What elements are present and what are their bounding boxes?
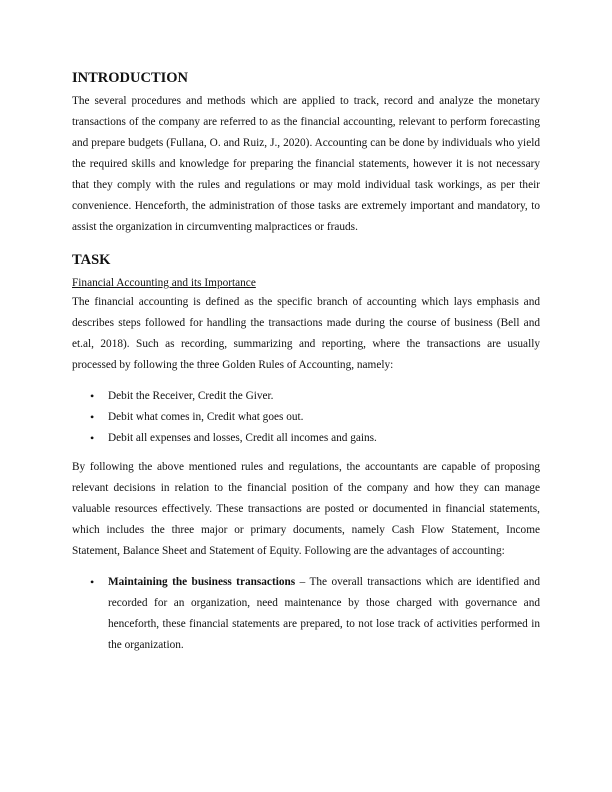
list-item: • Debit the Receiver, Credit the Giver. (90, 386, 540, 407)
list-item (90, 572, 540, 656)
advantage-title: Maintaining the business transactions (108, 576, 296, 588)
advantages-list (72, 572, 540, 656)
list-item: • Debit all expenses and losses, Credit all incomes and gains. (90, 428, 540, 449)
task-paragraph-1: The financial accounting is defined as the specific branch of accounting which lays emphasis and describes steps followed for handling the transactions made during the course of business (Bell and et.al, 2018). Such as recording, summarizing and reporting, where the transactions are usually processed by following the three Golden Rules of Accounting, namely: (72, 296, 540, 371)
introduction-paragraph: The several procedures and methods which are applied to track, record and analyze the monetary transactions of the company are referred to as the financial accounting, relevant to perform forecasting and prepare budgets (Fullana, O. and Ruiz, J., 2020). Accounting can be done by individuals who yield the required skills and knowledge for preparing the financial statements, however it is not necessary that they comply with the rules and regulations or may mold individual task workings, as per their convenience. Henceforth, the administration of those tasks are extremely important and mandatory, to assist the organization in circumventing malpractices or frauds. (72, 95, 540, 233)
list-item: • Debit what comes in, Credit what goes out. (90, 407, 540, 428)
task-paragraph-2: By following the above mentioned rules and regulations, the accountants are capable of proposing relevant decisions in relation to the financial position of the company and how they can manage valuable resources effectively. These transactions are posted or documented in financial statements, which includes the three major or primary documents, namely Cash Flow Statement, Income Statement, Balance Sheet and Statement of Equity. Following are the advantages of accounting: (72, 461, 540, 557)
advantage-text: – The overall transactions which are identified and recorded for an organization, need maintenance by those charged with governance and henceforth, these financial statements are prepared, to not lose track of activities performed in the organization. (108, 576, 540, 651)
golden-rules-list (72, 386, 540, 449)
task-subheading: Financial Accounting and its Importance (72, 277, 256, 289)
introduction-heading: INTRODUCTION (72, 70, 189, 86)
task-heading: TASK (72, 252, 111, 268)
